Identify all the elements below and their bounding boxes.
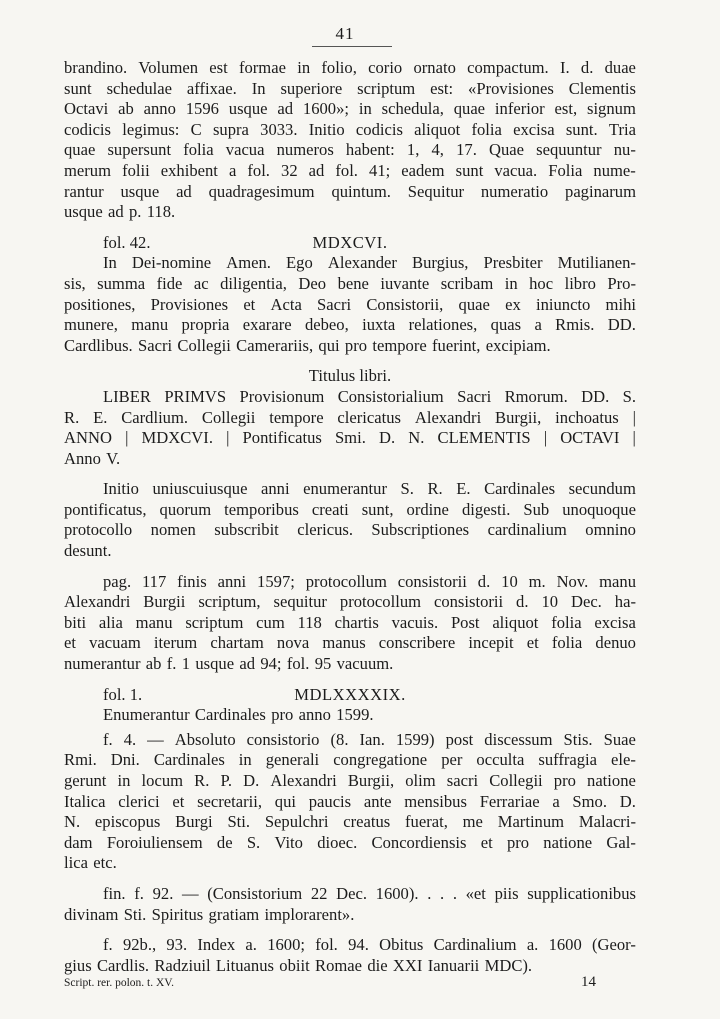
paragraph bbox=[64, 387, 636, 469]
text-line: fin. f. 92. — (Consistorium 22 Dec. 1600). . . . «et piis supplicationibus bbox=[103, 883, 636, 903]
text-line: Rmi. Dni. Cardinales in generali congregatione per occulta suffragia ele- bbox=[64, 750, 636, 770]
text-line: Cardlibus. Sacri Collegii Camerariis, qui pro tempore fuerint, excipiam. bbox=[64, 335, 551, 355]
text-line: Enumerantur Cardinales pro anno 1599. bbox=[103, 705, 374, 725]
text-line: divinam Sti. Spiritus gratiam implorarent». bbox=[64, 904, 355, 924]
paragraph-gap bbox=[64, 675, 636, 685]
paragraph bbox=[64, 572, 636, 675]
text-line: gius Cardlis. Radziuil Lituanus obiit Romae die XXI Ianuarii MDC). bbox=[64, 955, 533, 975]
text-line: protocollo nomen subscribit clericus. Subscriptiones cardinalium omnino bbox=[64, 520, 636, 540]
paragraph bbox=[64, 730, 636, 874]
text-line: usque ad p. 118. bbox=[64, 202, 176, 222]
footer-sheet-number: 14 bbox=[581, 974, 596, 990]
text-line: pontificatus, quorum temporibus creati sunt, ordine digesti. Sub unoquoque bbox=[64, 499, 636, 519]
paragraph-gap bbox=[64, 874, 636, 884]
text-line: Initio uniuscuiusque anni enumerantur S. R. E. Cardinales secundum bbox=[103, 479, 636, 499]
paragraph bbox=[64, 884, 636, 925]
paragraph-gap bbox=[64, 925, 636, 935]
text-line: positiones, Provisiones et Acta Sacri Consistorii, quae ex iniuncto mihi bbox=[64, 294, 636, 314]
text-line: dam Foroiuliensem de S. Vito dioec. Concordiensis et pro natione Gal- bbox=[64, 832, 636, 852]
text-line: ANNO | MDXCVI. | Pontificatus Smi. D. N. CLEMENTIS | OCTAVI | bbox=[64, 428, 636, 448]
footer-signature: Script. rer. polon. t. XV. bbox=[64, 977, 174, 989]
text-line: Alexandri Burgii scriptum, sequitur protocollum consistorii d. 10 Dec. ha- bbox=[64, 592, 636, 612]
text-line: desunt. bbox=[64, 541, 112, 561]
paragraph bbox=[64, 479, 636, 561]
text-body bbox=[64, 58, 636, 976]
text-line: R. E. Cardlium. Collegii tempore clericatus Alexandri Burgii, inchoatus | bbox=[64, 407, 636, 427]
text-line: quae supersunt folia vacua numeros habent: 1, 4, 17. Quae sequuntur nu- bbox=[64, 140, 636, 160]
text-line: numerantur ab f. 1 usque ad 94; fol. 95 vacuum. bbox=[64, 654, 394, 674]
paragraph-gap bbox=[64, 562, 636, 572]
paragraph bbox=[64, 253, 636, 356]
year-heading: MDLXXXXIX. bbox=[294, 684, 406, 704]
paragraph bbox=[64, 935, 636, 976]
paragraph-gap bbox=[64, 469, 636, 479]
text-line: et vacuam iterum chartam nova manus conscribere incepit et folia denuo bbox=[64, 633, 636, 653]
section-heading bbox=[64, 685, 636, 706]
paragraph-gap bbox=[64, 356, 636, 366]
text-line: sis, summa fide ac diligentia, Deo bene iuvante scribam in hoc libro Pro- bbox=[64, 273, 636, 293]
paragraph-gap bbox=[64, 223, 636, 233]
text-line: In Dei-nomine Amen. Ego Alexander Burgius, Presbiter Mutilianen- bbox=[103, 253, 636, 273]
text-line: codicis legimus: C supra 3033. Initio codicis aliquot folia excisa sunt. Tria bbox=[64, 119, 636, 139]
text-line: pag. 117 finis anni 1597; protocollum consistorii d. 10 m. Nov. manu bbox=[103, 571, 636, 591]
footer bbox=[64, 974, 636, 991]
text-line: rantur usque ad quadragesimum quintum. Sequitur numeratio paginarum bbox=[64, 181, 636, 201]
text-line: f. 4. — Absoluto consistorio (8. Ian. 1599) post discessum Stis. Suae bbox=[103, 729, 636, 749]
text-line: lica etc. bbox=[64, 853, 117, 873]
header-rule bbox=[312, 46, 392, 47]
section-heading bbox=[64, 233, 636, 254]
centered-title: Titulus libri. bbox=[308, 366, 392, 386]
paragraph bbox=[64, 705, 636, 726]
text-line: merum folii exhibent a fol. 32 ad fol. 41; eadem sunt vacua. Folia nume- bbox=[64, 160, 636, 180]
text-line: f. 92b., 93. Index a. 1600; fol. 94. Obitus Cardinalium a. 1600 (Geor- bbox=[103, 935, 636, 955]
page-number: 41 bbox=[335, 24, 355, 43]
text-line: LIBER PRIMVS Provisionum Consistorialium Sacri Rmorum. DD. S. bbox=[103, 386, 636, 406]
year-heading: MDXCVI. bbox=[312, 232, 388, 252]
text-line: Octavi ab anno 1596 usque ad 1600»; in schedula, quae inferior est, signum bbox=[64, 99, 636, 119]
text-line: sunt schedulae affixae. In superiore scriptum est: «Provisiones Clementis bbox=[64, 78, 636, 98]
text-line: Italica clerici et secretarii, qui paucis ante mensibus Ferrariae a Smo. D. bbox=[64, 791, 636, 811]
text-line: biti alia manu scriptum cum 118 chartis vacuis. Post aliquot folia excisa bbox=[64, 612, 636, 632]
folio-reference: fol. 1. bbox=[103, 684, 143, 704]
text-line: gerunt in locum R. P. D. Alexandri Burgii, olim sacri Collegii pro natione bbox=[64, 771, 636, 790]
paragraph bbox=[64, 58, 636, 223]
text-line: munere, manu propria exarare debeo, iuxta relationes, quas a Rmis. DD. bbox=[64, 315, 636, 335]
text-line: Anno V. bbox=[64, 448, 121, 468]
text-line: brandino. Volumen est formae in folio, corio ornato compactum. I. d. duae bbox=[64, 58, 636, 77]
text-line: N. episcopus Burgi Sti. Sepulchri creatus fuerat, me Martinum Malacri- bbox=[64, 812, 636, 832]
folio-reference: fol. 42. bbox=[103, 232, 151, 252]
